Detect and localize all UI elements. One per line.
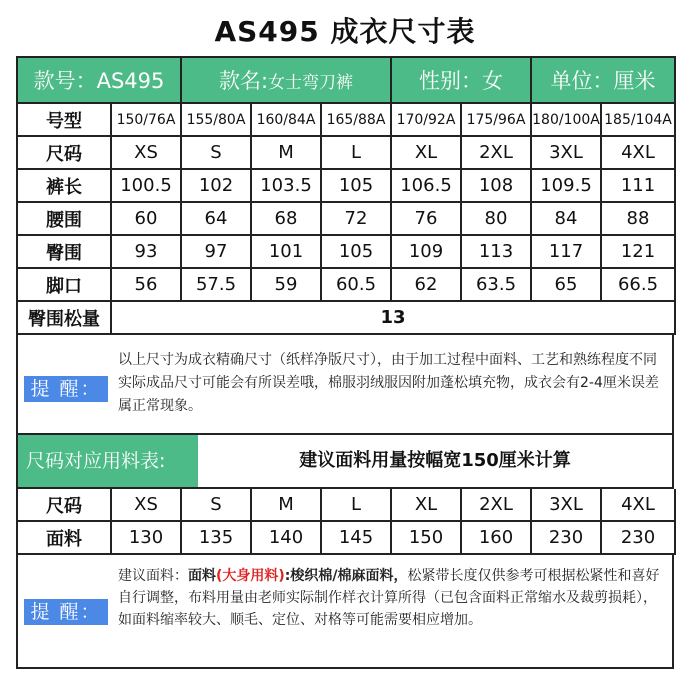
table-cell: 3XL [531,136,601,169]
table-cell: 62 [391,268,461,301]
gender-label: 性别： [419,69,482,93]
table-cell: M [251,489,321,521]
reminder-badge: 提 醒： [24,599,108,625]
table-cell: 4XL [601,136,675,169]
table-row [17,103,675,136]
table-cell: S [181,136,251,169]
table-cell: 65 [531,268,601,301]
table-row [17,202,675,235]
table-cell: 76 [391,202,461,235]
table-cell: 102 [181,169,251,202]
table-cell: 72 [321,202,391,235]
reminder-box [16,335,674,435]
table-row-ease [17,301,675,334]
row-label: 臀围松量 [17,301,111,334]
table-cell: 175/96A [461,103,531,136]
table-cell: 56 [111,268,181,301]
fabric-section-header [16,435,674,489]
reminder-text-part: 松紧带长度仅供参考可根据松紧性和喜好自行调整，布料用量由老师实际制作样衣计算所得（已包含面料正常缩水及裁剪损耗），如面料缩率较大、顺毛、定位、对格等可能需要相应增加。 [118,568,660,628]
reminder-box-2 [16,555,674,669]
table-cell: 59 [251,268,321,301]
table-cell: 103.5 [251,169,321,202]
table-cell: 230 [601,521,675,554]
fabric-section-title: 尺码对应用料表: [18,435,198,487]
fabric-section-subtitle: 建议面料用量按幅宽150厘米计算 [299,450,571,471]
table-cell: 160 [461,521,531,554]
row-label: 号型 [17,103,111,136]
table-cell: 165/88A [321,103,391,136]
table-cell: 185/104A [601,103,675,136]
table-cell: 109.5 [531,169,601,202]
ease-value: 13 [111,301,675,334]
table-cell: 135 [181,521,251,554]
table-cell: 66.5 [601,268,675,301]
style-name-value: 女士弯刀裤 [268,73,354,93]
table-cell: 130 [111,521,181,554]
table-cell: 60 [111,202,181,235]
style-name-cell [181,57,391,103]
table-row [17,169,675,202]
table-cell: 80 [461,202,531,235]
table-cell: XL [391,136,461,169]
table-cell: 121 [601,235,675,268]
table-cell: 113 [461,235,531,268]
table-cell: 150 [391,521,461,554]
table-cell: L [321,489,391,521]
table-cell: 109 [391,235,461,268]
style-code-label: 款号： [33,69,97,93]
row-label: 裤长 [17,169,111,202]
header-row [17,57,675,103]
table-cell: 4XL [601,489,675,521]
table-row [17,235,675,268]
table-cell: XS [111,136,181,169]
table-cell: 97 [181,235,251,268]
table-cell: XL [391,489,461,521]
table-cell: 155/80A [181,103,251,136]
row-label: 面料 [17,521,111,554]
reminder-text-part: 建议面料： [118,568,188,584]
row-label: 臀围 [17,235,111,268]
style-name-label: 款名: [218,69,269,93]
reminder-text-part: 面料 [188,568,216,584]
row-label: 尺码 [17,489,111,521]
table-row [17,521,675,554]
style-code-value: AS495 [96,69,165,93]
reminder-text: 以上尺寸为成衣精确尺寸（纸样净版尺寸），由于加工过程中面料、工艺和熟练程度不同实际成品尺寸可能会有所误差哦，棉服羽绒服因附加蓬松填充物，成衣会有2-4厘米误差属正常现象。 [118,352,659,414]
table-cell: 230 [531,521,601,554]
table-cell: S [181,489,251,521]
table-cell: 88 [601,202,675,235]
gender-value: 女 [482,69,503,93]
fabric-table [16,489,676,555]
table-row [17,136,675,169]
table-cell: 180/100A [531,103,601,136]
table-cell: 2XL [461,136,531,169]
table-cell: 105 [321,235,391,268]
table-cell: 145 [321,521,391,554]
table-row [17,268,675,301]
table-cell: 63.5 [461,268,531,301]
table-cell: 106.5 [391,169,461,202]
table-cell: 117 [531,235,601,268]
table-cell: 150/76A [111,103,181,136]
size-chart [16,56,674,669]
style-code-cell [17,57,181,103]
table-cell: 140 [251,521,321,554]
table-cell: 101 [251,235,321,268]
table-cell: 64 [181,202,251,235]
table-cell: 57.5 [181,268,251,301]
unit-value: 厘米 [613,69,656,93]
table-cell: 108 [461,169,531,202]
table-cell: 160/84A [251,103,321,136]
page-title: AS495 成衣尺寸表 [214,15,476,48]
reminder-text-highlight: (大身用料) [216,568,285,584]
size-table [16,56,676,335]
table-cell: 100.5 [111,169,181,202]
reminder-text-part: :梭织棉/棉麻面料， [284,568,408,584]
row-label: 脚口 [17,268,111,301]
reminder-badge: 提 醒： [24,376,108,402]
table-row [17,489,675,521]
table-cell: 84 [531,202,601,235]
table-cell: 111 [601,169,675,202]
table-cell: 3XL [531,489,601,521]
row-label: 腰围 [17,202,111,235]
table-cell: 170/92A [391,103,461,136]
table-cell: 2XL [461,489,531,521]
table-cell: 105 [321,169,391,202]
table-cell: 93 [111,235,181,268]
reminder-text-2 [118,565,668,631]
table-cell: 68 [251,202,321,235]
row-label: 尺码 [17,136,111,169]
table-cell: 60.5 [321,268,391,301]
table-cell: L [321,136,391,169]
unit-cell [531,57,675,103]
table-cell: M [251,136,321,169]
gender-cell [391,57,531,103]
unit-label: 单位： [550,69,614,93]
table-cell: XS [111,489,181,521]
